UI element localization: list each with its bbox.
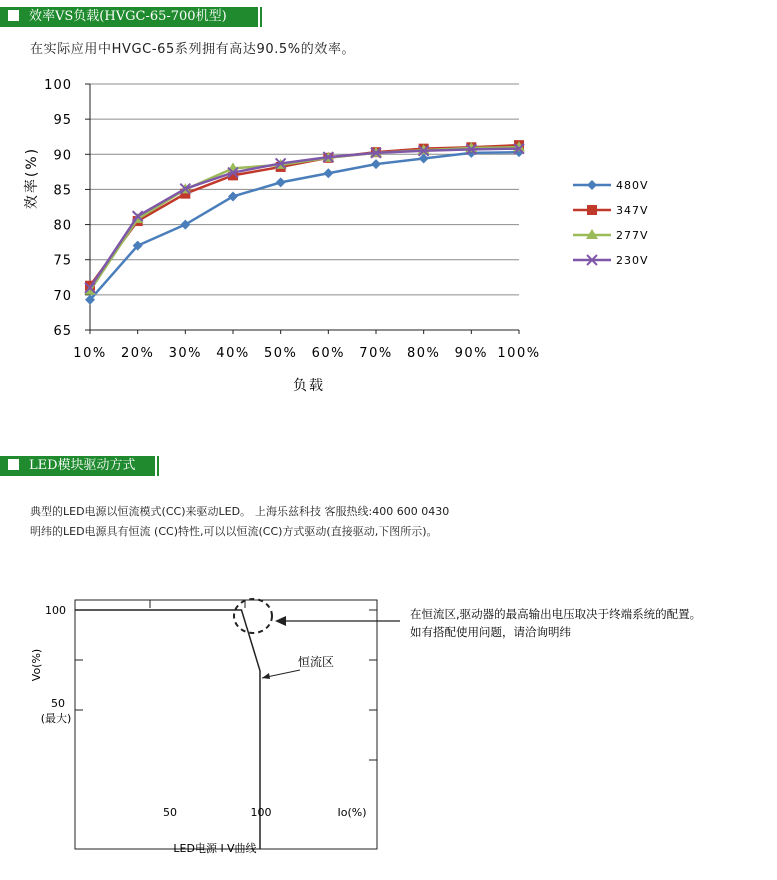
x-tick-label: 90%: [454, 346, 489, 361]
x-tick-label: 10%: [73, 346, 107, 361]
header-edge: [157, 456, 159, 476]
x-axis-label: Io(%): [337, 806, 367, 819]
x-tick-label: 60%: [311, 346, 346, 361]
y-tick-label: 85: [53, 183, 72, 199]
legend-item: [573, 229, 649, 242]
legend-marker: [587, 205, 597, 215]
series-line: [90, 149, 519, 288]
x-tick-label: 100: [250, 806, 272, 819]
x-tick-label: 20%: [120, 346, 155, 361]
callout-arrowhead: [275, 616, 286, 626]
y-tick-label: 95: [53, 113, 72, 129]
iv-plot-frame: [75, 600, 377, 849]
x-tick-label: 50%: [263, 346, 298, 361]
legend-label: 347V: [616, 204, 649, 217]
description-line-1-a: 典型的LED电源以恒流模式(CC)来驱动LED。: [30, 505, 252, 518]
y-tick-label: 50: [51, 697, 65, 710]
hotline-text: 上海乐兹科技 客服热线:400 600 0430: [255, 505, 450, 518]
callout-text-line-2: 如有搭配使用问题，请洽询明纬: [410, 625, 571, 639]
series-line: [90, 147, 519, 290]
series-277V: [84, 141, 525, 294]
y-tick-label: 75: [53, 253, 72, 269]
x-tick-label: 80%: [406, 346, 441, 361]
legend-label: 480V: [616, 179, 649, 192]
series-480V: [85, 147, 524, 305]
square-icon: [8, 459, 19, 470]
data-point: [323, 168, 333, 178]
region-label: 恒流区: [298, 655, 335, 669]
y-tick-label: 70: [53, 288, 72, 304]
callout-text-line-1: 在恒流区,驱动器的最高输出电压取决于终端系统的配置。: [410, 607, 702, 621]
efficiency-chart: [0, 0, 777, 420]
y-tick-label: 90: [53, 148, 72, 164]
legend-label: 277V: [616, 229, 649, 242]
series-line: [90, 152, 519, 300]
series-line: [90, 145, 519, 286]
y-tick-label-sub: (最大): [40, 712, 72, 725]
x-tick-label: 40%: [216, 346, 250, 361]
x-axis-label: 负载: [293, 378, 325, 394]
legend-marker: [587, 180, 597, 190]
series-230V: [85, 144, 524, 293]
intro-text: 在实际应用中HVGC-65系列拥有高达90.5%的效率。: [30, 42, 356, 57]
y-tick-label: 100: [44, 78, 72, 93]
iv-chart-title: LED电源 I-V曲线: [173, 842, 257, 855]
section-header-led-drive: [0, 456, 155, 476]
knee-highlight-circle: [234, 599, 272, 633]
section-title: 效率VS负载(HVGC-65-700机型): [29, 9, 227, 24]
data-point: [371, 159, 381, 169]
series-347V: [85, 140, 524, 291]
y-axis-label: Vo(%): [30, 648, 43, 682]
description-line-2: 明纬的LED电源具有恒流 (CC)特性,可以以恒流(CC)方式驱动(直接驱动,下图所示)。: [30, 525, 438, 538]
y-tick-label: 80: [53, 218, 72, 234]
region-leader-arrow: [262, 673, 270, 679]
y-tick-label: 65: [53, 324, 72, 339]
legend-item: [573, 179, 649, 192]
data-point: [276, 177, 286, 187]
y-tick-label: 100: [45, 604, 66, 617]
legend-item: [573, 254, 649, 267]
description-line-1: [30, 503, 449, 519]
x-tick-label: 50: [163, 806, 177, 819]
iv-curve-chart: [0, 550, 777, 880]
section-title: LED模块驱动方式: [29, 458, 136, 473]
y-axis-label: 效率(%): [24, 146, 40, 210]
x-tick-label: 30%: [168, 346, 203, 361]
x-tick-label: 70%: [359, 346, 393, 361]
x-tick-label: 100%: [497, 346, 541, 361]
legend-item: [573, 204, 649, 217]
legend-label: 230V: [616, 254, 649, 267]
